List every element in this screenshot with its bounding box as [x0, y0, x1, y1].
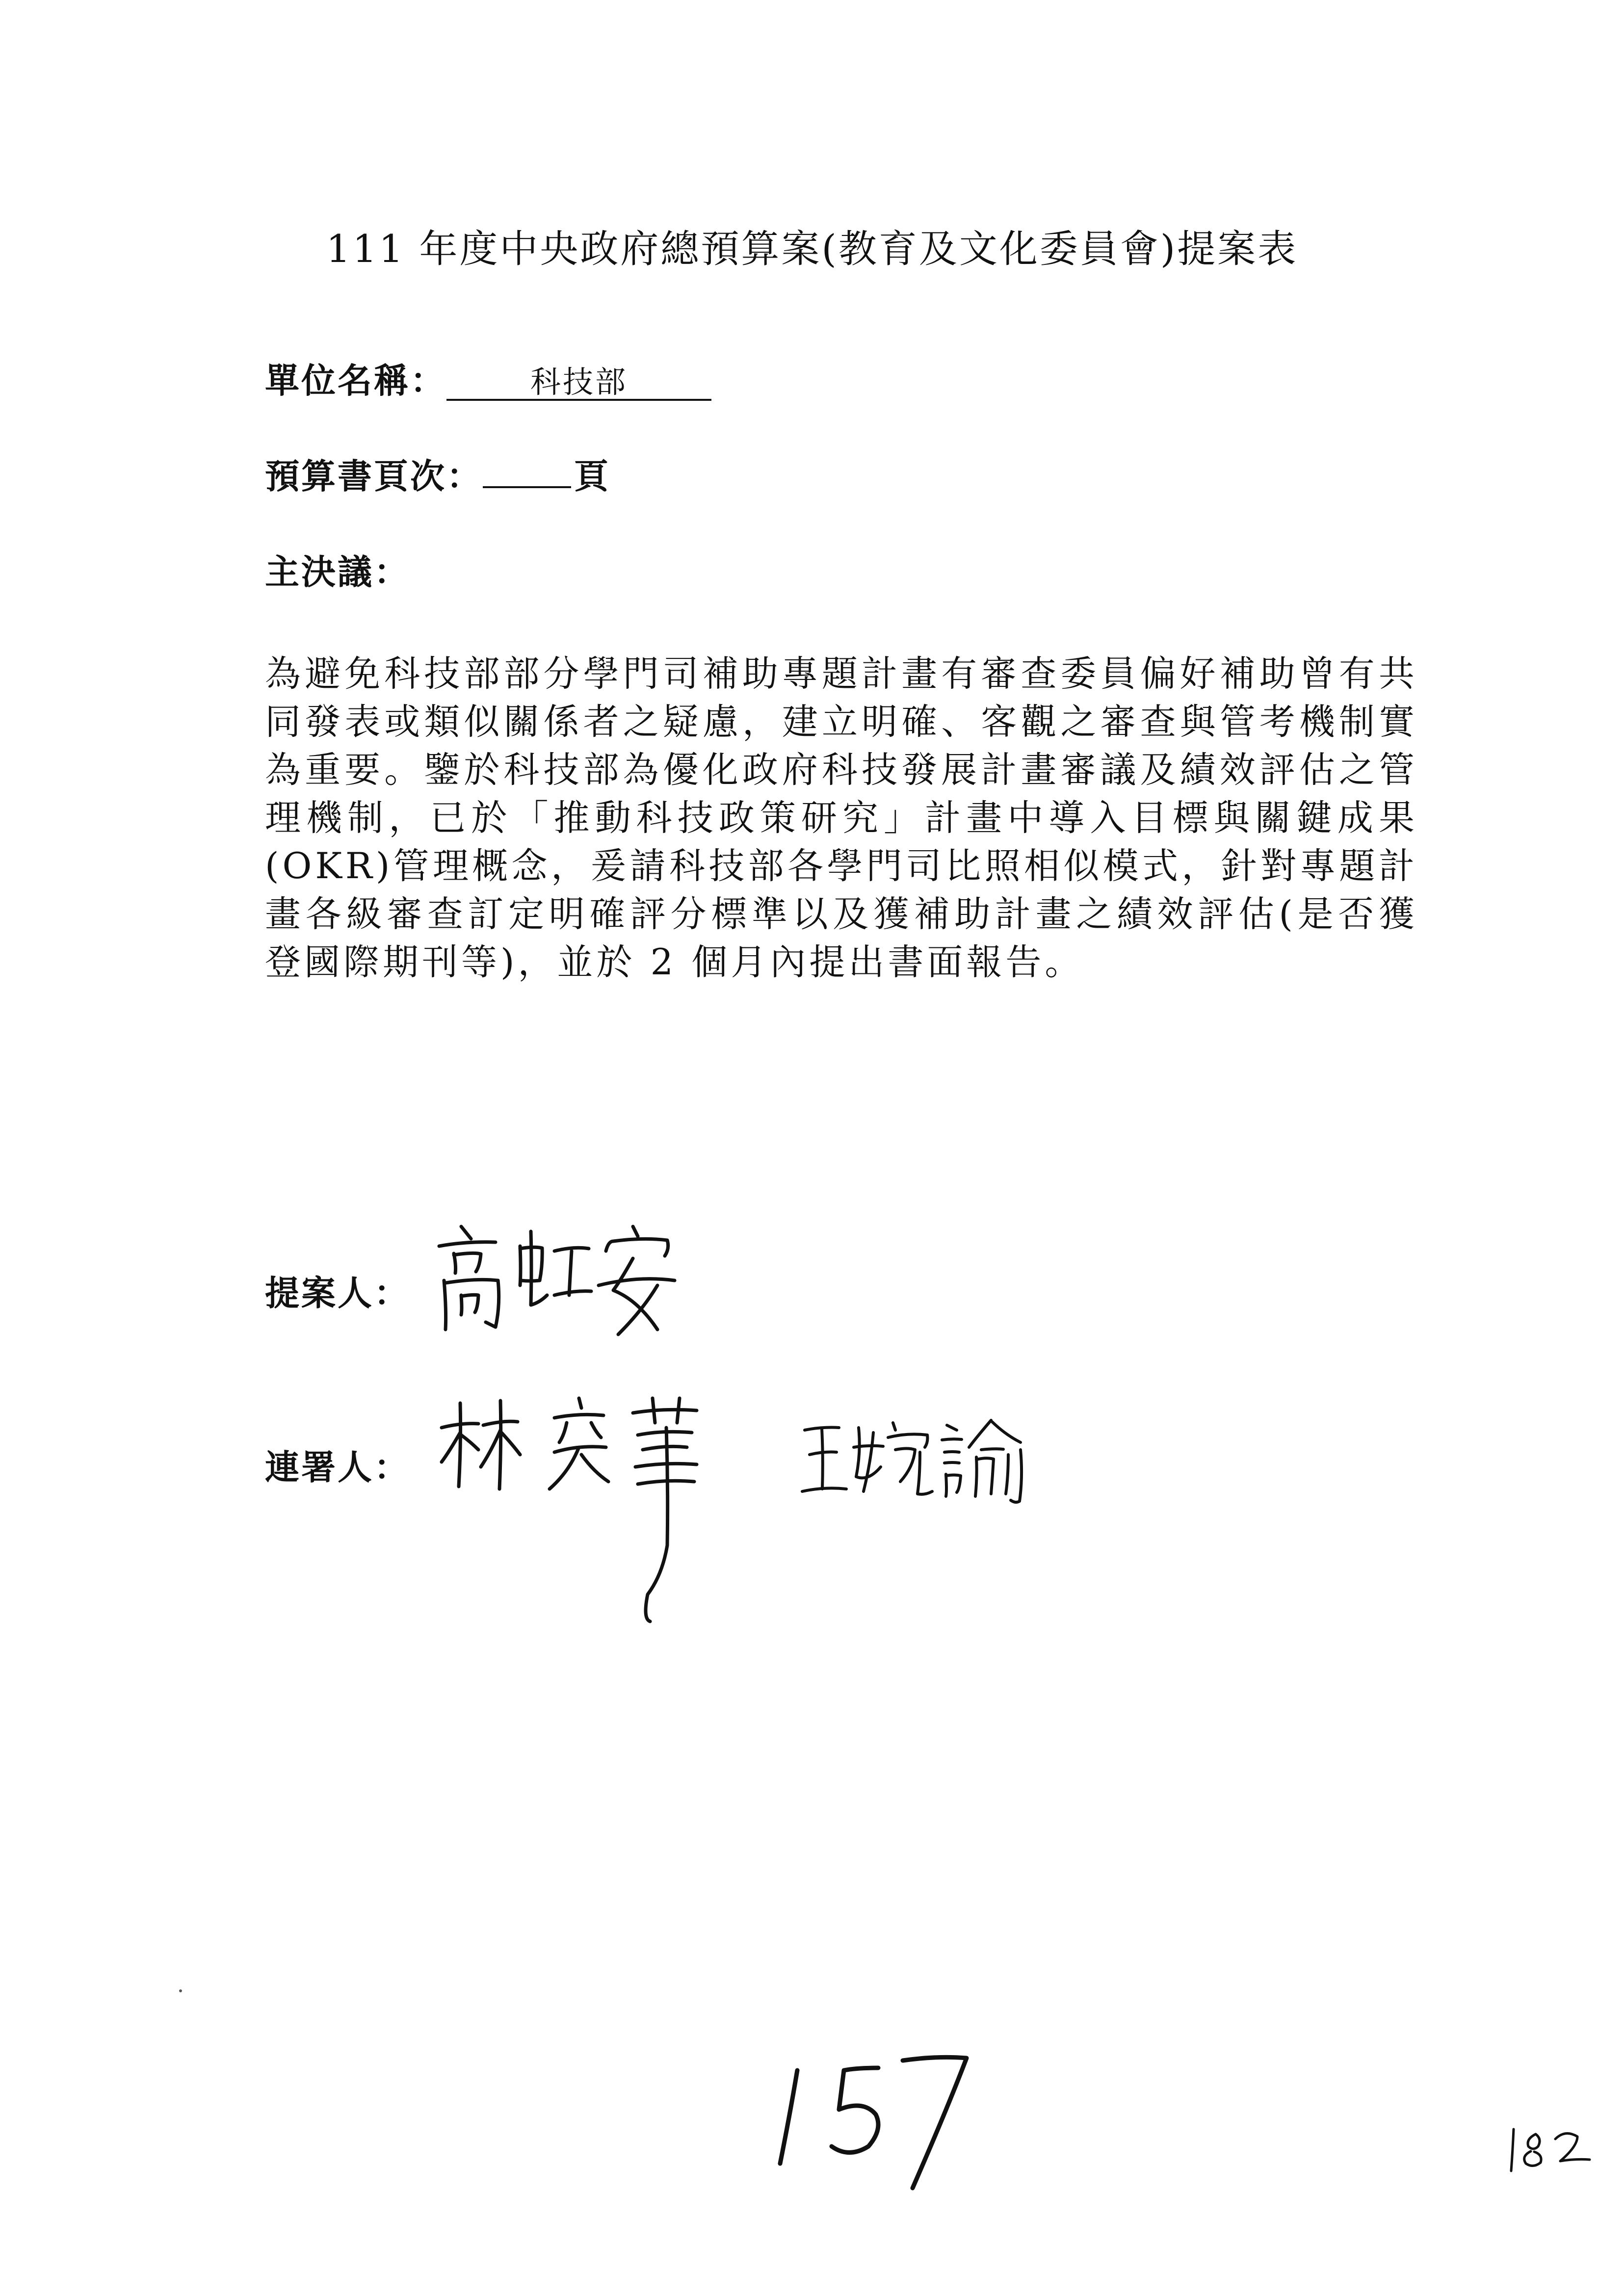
resolution-body: 為避免科技部部分學門司補助專題計畫有審查委員偏好補助曾有共同發表或類似關係者之疑慮，建立明確、客觀之審查與管考機制實為重要。鑒於科技部為優化政府科技發展計畫審議及績效評估之管理機制，已於「推動科技政策研究」計畫中導入目標與關鍵成果(OKR)管理概念，爰請科技部各學門司比照相似模式，針對專題計畫各級審查訂定明確評分標準以及獲補助計畫之績效評估(是否獲登國際期刊等)，並於 2 個月內提出書面報告。 [265, 653, 1418, 983]
budget-page-value [483, 452, 571, 488]
document-title: 111 年度中央政府總預算案(教育及文化委員會)提案表 [326, 227, 1298, 271]
budget-page-suffix: 頁 [574, 456, 610, 496]
proposer-signature [427, 1212, 682, 1339]
cosigner-row [265, 1440, 410, 1489]
cosigner-label: 連署人： [265, 1447, 410, 1487]
cosigner-signature-2 [800, 1408, 1035, 1506]
proposer-row [265, 1266, 410, 1315]
scan-speck [179, 1989, 182, 1992]
unit-name-value: 科技部 [446, 365, 711, 401]
budget-page-row [265, 449, 610, 498]
unit-name-row [265, 353, 711, 403]
resolution-heading: 主決議： [265, 551, 410, 592]
budget-page-label: 預算書頁次： [265, 456, 483, 496]
cosigner-signature-1 [432, 1388, 756, 1624]
corner-note [1504, 2114, 1602, 2185]
handwritten-page-number [751, 2041, 996, 2200]
proposer-label: 提案人： [265, 1273, 410, 1313]
unit-name-label: 單位名稱： [265, 360, 446, 401]
